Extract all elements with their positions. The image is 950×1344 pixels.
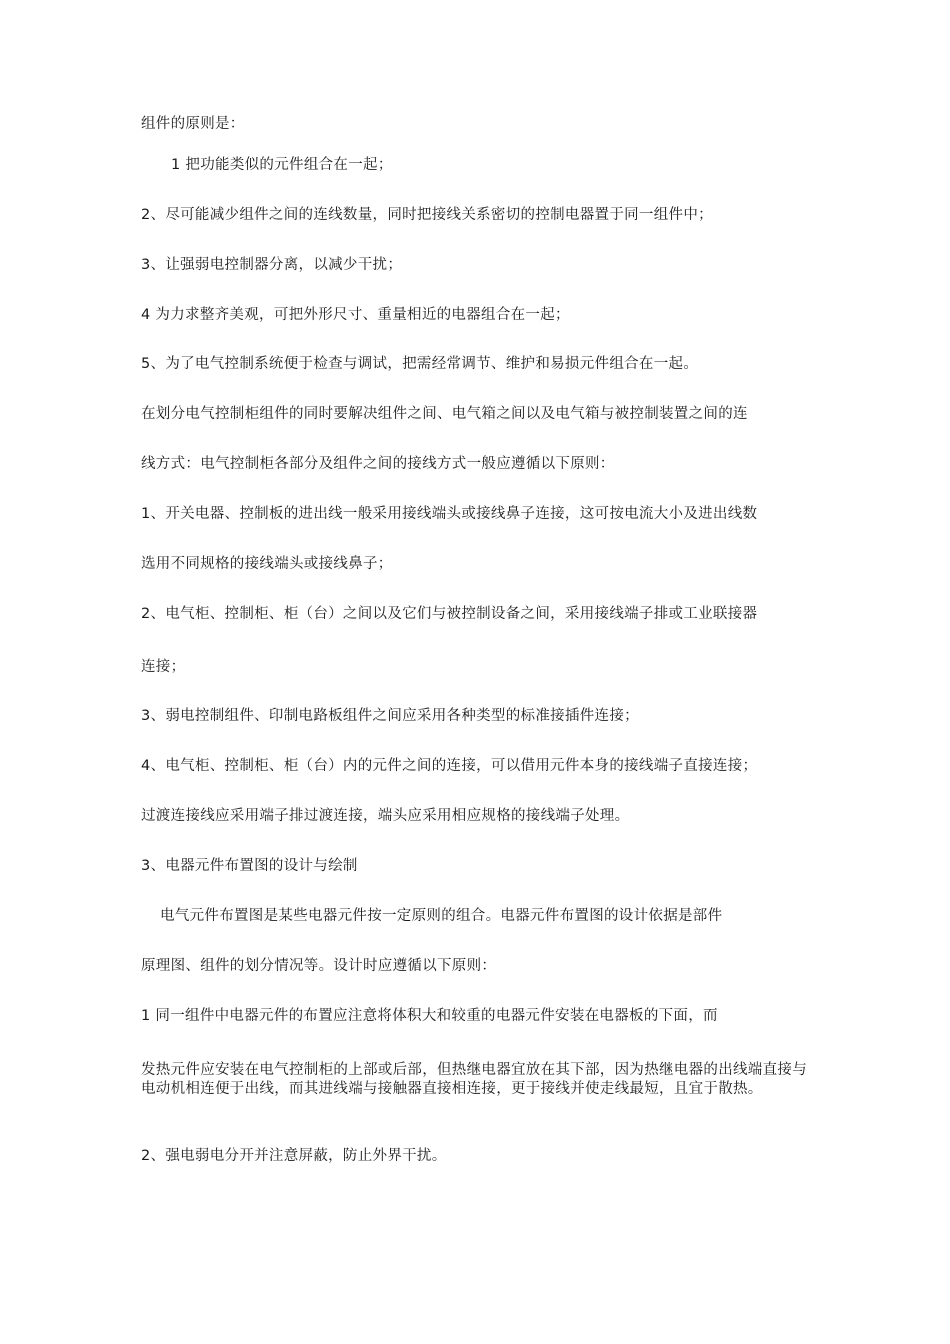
paragraph-line: 线方式：电气控制柜各部分及组件之间的接线方式一般应遵循以下原则： xyxy=(141,456,615,472)
paragraph-line: 2、电气柜、控制柜、柜（台）之间以及它们与被控制设备之间，采用接线端子排或工业联接器 xyxy=(141,606,758,622)
paragraph-line: 选用不同规格的接线端头或接线鼻子； xyxy=(141,556,393,572)
paragraph-line: 2、强电弱电分开并注意屏蔽，防止外界干扰。 xyxy=(141,1148,447,1164)
paragraph-line: 1 把功能类似的元件组合在一起； xyxy=(171,157,393,173)
paragraph-line: 电气元件布置图是某些电器元件按一定原则的组合。电器元件布置图的设计依据是部件 xyxy=(160,908,723,924)
paragraph-line: 4、电气柜、控制柜、柜（台）内的元件之间的连接，可以借用元件本身的接线端子直接连接； xyxy=(141,758,758,774)
paragraph-line: 连接； xyxy=(141,659,186,675)
paragraph-line: 3、让强弱电控制器分离，以减少干扰； xyxy=(141,257,403,273)
paragraph-line: 5、为了电气控制系统便于检查与调试，把需经常调节、维护和易损元件组合在一起。 xyxy=(141,356,699,372)
paragraph-block: 发热元件应安装在电气控制柜的上部或后部，但热继电器宜放在其下部，因为热继电器的出线端直接与电动机相连便于出线，而其进线端与接触器直接相连接，更于接线并使走线最短，且宜于散热。 xyxy=(141,1062,807,1097)
paragraph-line: 3、弱电控制组件、印制电路板组件之间应采用各种类型的标准接插件连接； xyxy=(141,708,639,724)
paragraph-line: 1 同一组件中电器元件的布置应注意将体积大和较重的电器元件安装在电器板的下面，而 xyxy=(141,1008,718,1024)
paragraph-line: 2、尽可能减少组件之间的连线数量，同时把接线关系密切的控制电器置于同一组件中； xyxy=(141,207,713,223)
section-heading: 3、电器元件布置图的设计与绘制 xyxy=(141,858,358,874)
paragraph-line: 4 为力求整齐美观，可把外形尺寸、重量相近的电器组合在一起； xyxy=(141,307,570,323)
paragraph-line: 原理图、组件的划分情况等。设计时应遵循以下原则： xyxy=(141,958,497,974)
paragraph-line: 过渡连接线应采用端子排过渡连接，端头应采用相应规格的接线端子处理。 xyxy=(141,808,630,824)
paragraph-line: 组件的原则是： xyxy=(141,116,245,132)
paragraph-line: 1、开关电器、控制板的进出线一般采用接线端头或接线鼻子连接，这可按电流大小及进出线数 xyxy=(141,506,758,522)
paragraph-line: 在划分电气控制柜组件的同时要解决组件之间、电气箱之间以及电气箱与被控制装置之间的连 xyxy=(141,406,748,422)
